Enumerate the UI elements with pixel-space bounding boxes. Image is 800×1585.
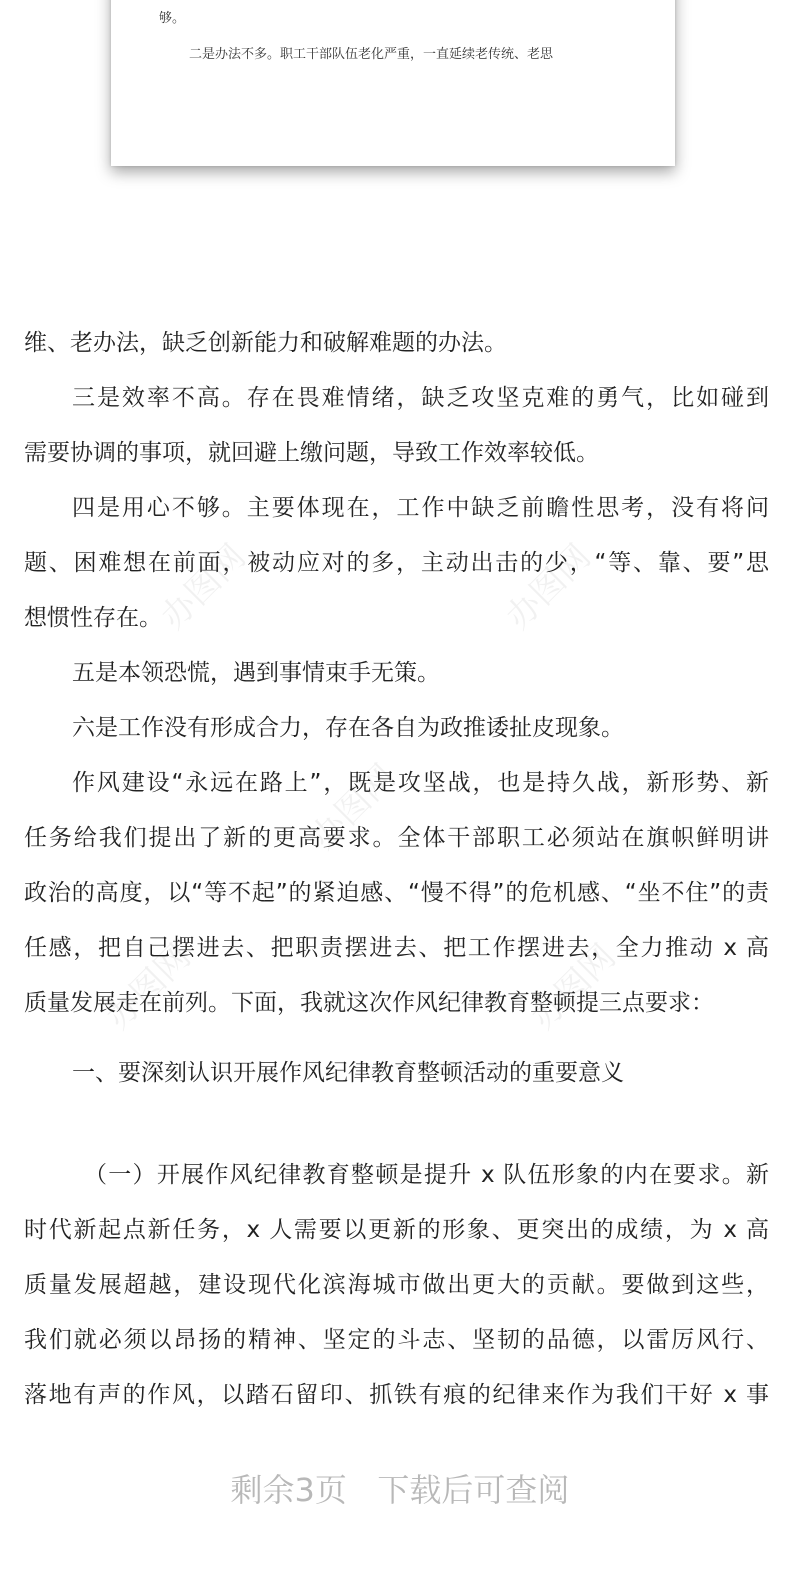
paragraph-line: 想惯性存在。 <box>24 605 162 631</box>
paragraph-line: 政治的高度，以“等不起”的紧迫感、“慢不得”的危机感、“坐不住”的责 <box>24 880 769 906</box>
paragraph-line: 我们就必须以昂扬的精神、坚定的斗志、坚韧的品德，以雷厉风行、 <box>24 1327 769 1353</box>
watermark: 办图网 <box>523 936 624 1038</box>
paragraph-line: 五是本领恐慌，遇到事情束手无策。 <box>72 660 440 686</box>
section-heading: 一、要深刻认识开展作风纪律教育整顿活动的重要意义 <box>72 1060 624 1086</box>
watermark: 办图网 <box>98 936 199 1038</box>
watermark: 办图网 <box>153 536 254 638</box>
paragraph-line: 六是工作没有形成合力，存在各自为政推诿扯皮现象。 <box>72 715 624 741</box>
paragraph-line: 任感，把自己摆进去、把职责摆进去、把工作摆进去，全力推动 x 高 <box>24 935 769 961</box>
paragraph-line: 需要协调的事项，就回避上缴问题，导致工作效率较低。 <box>24 440 599 466</box>
paragraph-line: 维、老办法，缺乏创新能力和破解难题的办法。 <box>24 330 507 356</box>
watermark: 办图网 <box>303 756 404 858</box>
preview-line: 够。 <box>159 11 186 26</box>
paragraph-line: 落地有声的作风，以踏石留印、抓铁有痕的纪律来作为我们干好 x 事 <box>24 1382 769 1408</box>
paragraph-line: 时代新起点新任务，x 人需要以更新的形象、更突出的成绩，为 x 高 <box>24 1217 769 1243</box>
paragraph-line: 质量发展超越，建设现代化滨海城市做出更大的贡献。要做到这些， <box>24 1272 769 1298</box>
paragraph-line: 三是效率不高。存在畏难情绪，缺乏攻坚克难的勇气，比如碰到 <box>72 385 769 411</box>
paragraph-line: 作风建设“永远在路上”，既是攻坚战，也是持久战，新形势、新 <box>72 770 769 796</box>
remaining-pages-download-prompt[interactable]: 剩余3页 下载后可查阅 <box>230 1471 570 1509</box>
preview-line: 二是办法不多。职工干部队伍老化严重，一直延续老传统、老思 <box>189 47 554 62</box>
paragraph-line: 质量发展走在前列。下面，我就这次作风纪律教育整顿提三点要求： <box>24 990 714 1016</box>
document-preview-card <box>111 0 675 166</box>
paragraph-line: 四是用心不够。主要体现在，工作中缺乏前瞻性思考，没有将问 <box>72 495 769 521</box>
paragraph-line: （一）开展作风纪律教育整顿是提升 x 队伍形象的内在要求。新 <box>84 1162 769 1188</box>
paragraph-line: 任务给我们提出了新的更高要求。全体干部职工必须站在旗帜鲜明讲 <box>24 825 769 851</box>
watermark: 办图网 <box>498 536 599 638</box>
paragraph-line: 题、困难想在前面，被动应对的多，主动出击的少，“等、靠、要”思 <box>24 550 769 576</box>
